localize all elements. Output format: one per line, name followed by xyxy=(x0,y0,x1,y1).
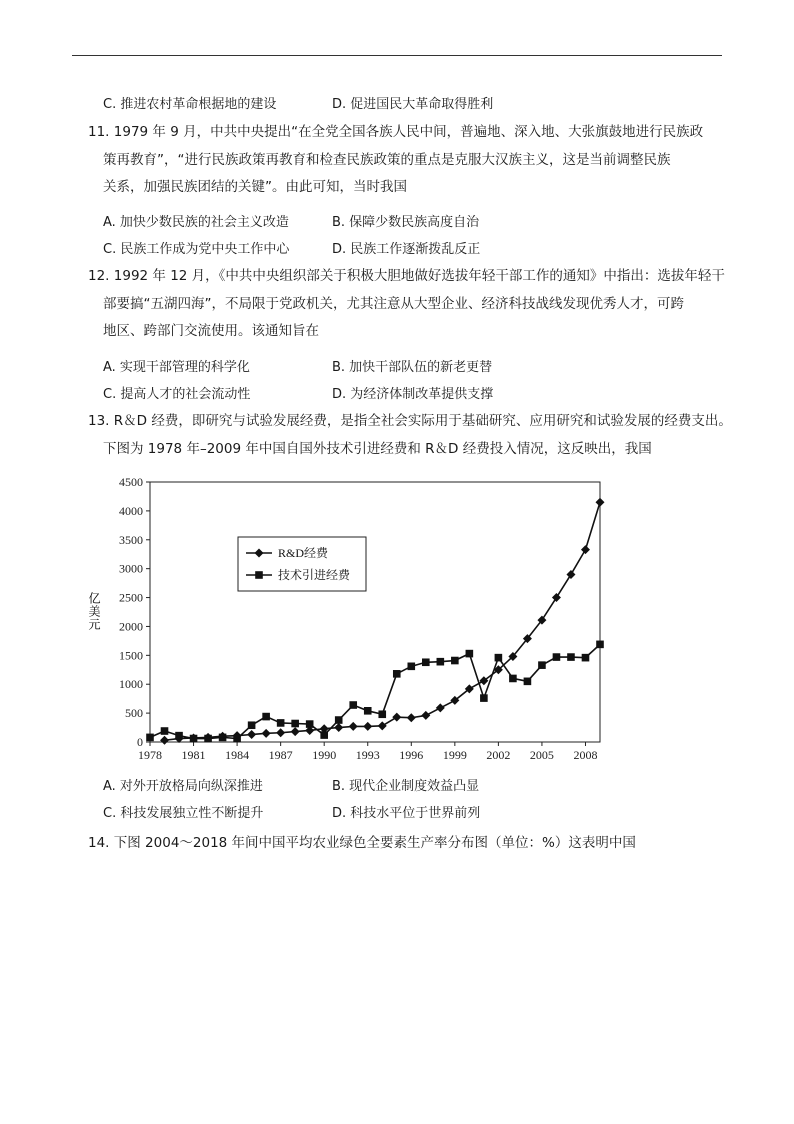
series-line xyxy=(165,502,600,740)
square-marker xyxy=(255,571,263,579)
x-tick-label: 1984 xyxy=(225,748,250,762)
x-tick-label: 1993 xyxy=(355,748,380,762)
diamond-marker xyxy=(421,711,430,720)
y-tick-label: 3500 xyxy=(119,532,143,547)
q11-option-c[interactable]: C. 民族工作成为党中央工作中心 xyxy=(103,242,290,257)
chart-legend xyxy=(238,537,366,591)
x-tick-label: 1987 xyxy=(268,748,293,762)
square-marker xyxy=(161,727,169,735)
y-tick-label: 1500 xyxy=(119,648,143,663)
square-marker xyxy=(596,641,604,649)
q13-option-a[interactable]: A. 对外开放格局向纵深推进 xyxy=(103,779,263,794)
square-marker xyxy=(466,650,474,658)
x-tick-label: 2002 xyxy=(486,748,511,762)
q12-option-a[interactable]: A. 实现干部管理的科学化 xyxy=(103,360,250,375)
x-tick-label: 2005 xyxy=(529,748,554,762)
square-marker xyxy=(553,653,561,661)
q12-stem-line-1: 12. 1992 年 12 月，《中共中央组织部关于积极大胆地做好选拔年轻干部工作的通知》中指出：选拔年轻干 xyxy=(88,268,725,284)
diamond-marker xyxy=(552,593,561,602)
x-tick-label: 1978 xyxy=(138,748,162,762)
square-marker xyxy=(451,657,459,665)
diamond-marker xyxy=(581,545,590,554)
series-tech-import xyxy=(146,641,604,743)
y-tick-label: 3000 xyxy=(119,561,143,576)
q12-stem-line-2: 部要搞“五湖四海”，不局限于党政机关，尤其注意从大型企业、经济科技战线发现优秀人才，可跨 xyxy=(103,296,684,312)
y-tick-label: 1000 xyxy=(119,677,143,692)
square-marker xyxy=(190,735,198,743)
square-marker xyxy=(509,675,517,683)
square-marker xyxy=(538,661,546,669)
square-marker xyxy=(349,701,357,709)
diamond-marker xyxy=(247,730,256,739)
diamond-marker xyxy=(407,713,416,722)
y-tick-label: 500 xyxy=(125,706,143,721)
plot-frame xyxy=(150,482,600,742)
square-marker xyxy=(204,735,212,743)
q12-option-b[interactable]: B. 加快干部队伍的新老更替 xyxy=(332,360,493,375)
chart-series xyxy=(146,498,604,745)
y-tick-label: 2000 xyxy=(119,619,143,634)
square-marker xyxy=(306,720,314,728)
q10-option-c[interactable]: C. 推进农村革命根据地的建设 xyxy=(103,97,277,112)
chart-tick-labels xyxy=(119,475,597,762)
series-line xyxy=(150,644,600,738)
square-marker xyxy=(335,716,343,724)
diamond-marker xyxy=(276,728,285,737)
chart-axes xyxy=(146,482,600,746)
q11-stem-line-3: 关系，加强民族团结的关键”。由此可知，当时我国 xyxy=(103,179,407,195)
q13-stem-line-1: 13. R＆D 经费，即研究与试验发展经费，是指全社会实际用于基础研究、应用研究和试验发展的经费支出。 xyxy=(88,413,732,429)
square-marker xyxy=(262,713,270,721)
diamond-marker xyxy=(349,722,358,731)
diamond-marker xyxy=(436,703,445,712)
x-tick-label: 1990 xyxy=(312,748,337,762)
x-tick-label: 1981 xyxy=(181,748,206,762)
square-marker xyxy=(320,731,328,739)
diamond-marker xyxy=(262,729,271,738)
q14-stem: 14. 下图 2004～2018 年间中国平均农业绿色全要素生产率分布图（单位：%）这表明中国 xyxy=(88,835,636,851)
q13-option-d[interactable]: D. 科技水平位于世界前列 xyxy=(332,806,481,821)
q13-option-c[interactable]: C. 科技发展独立性不断提升 xyxy=(103,806,264,821)
square-marker xyxy=(567,653,575,661)
square-marker xyxy=(219,734,227,742)
rd-tech-import-chart xyxy=(80,470,610,770)
q12-option-d[interactable]: D. 为经济体制改革提供支撑 xyxy=(332,387,494,402)
y-tick-label: 0 xyxy=(137,735,143,749)
square-marker xyxy=(582,654,590,662)
q13-stem-line-2: 下图为 1978 年–2009 年中国自国外技术引进经费和 R＆D 经费投入情况，这反映出，我国 xyxy=(103,441,652,457)
square-marker xyxy=(437,658,445,666)
square-marker xyxy=(277,719,285,727)
square-marker xyxy=(291,720,299,728)
legend-label: 技术引进经费 xyxy=(278,568,351,582)
square-marker xyxy=(233,735,241,743)
diamond-marker xyxy=(596,498,605,507)
diamond-marker xyxy=(160,736,169,745)
q10-option-d[interactable]: D. 促进国民大革命取得胜利 xyxy=(332,97,494,112)
q11-option-a[interactable]: A. 加快少数民族的社会主义改造 xyxy=(103,215,289,230)
x-tick-label: 1999 xyxy=(442,748,467,762)
q11-option-b[interactable]: B. 保障少数民族高度自治 xyxy=(332,215,480,230)
legend-label: R&D经费 xyxy=(278,546,329,560)
q11-option-d[interactable]: D. 民族工作逐渐拨乱反正 xyxy=(332,242,481,257)
square-marker xyxy=(407,663,415,671)
square-marker xyxy=(495,654,503,662)
square-marker xyxy=(248,721,256,729)
q13-option-b[interactable]: B. 现代企业制度效益凸显 xyxy=(332,779,480,794)
square-marker xyxy=(393,670,401,678)
y-axis-label: 亿美元 xyxy=(87,592,101,631)
q12-stem-line-3: 地区、跨部门交流使用。该通知旨在 xyxy=(103,323,319,339)
q11-stem-line-2: 策再教育”，“进行民族政策再教育和检查民族政策的重点是克服大汉族主义，这是当前调整民族 xyxy=(103,152,671,168)
x-tick-label: 2008 xyxy=(573,748,598,762)
series-rd xyxy=(160,498,604,745)
y-tick-label: 4500 xyxy=(119,475,143,489)
diamond-marker xyxy=(291,727,300,736)
q11-stem-line-1: 11. 1979 年 9 月，中共中央提出“在全党全国各族人民中间，普遍地、深入地、大张旗鼓地进行民族政 xyxy=(88,124,704,140)
square-marker xyxy=(480,694,488,702)
diamond-marker xyxy=(378,721,387,730)
square-marker xyxy=(175,732,183,740)
square-marker xyxy=(364,707,372,715)
diamond-marker xyxy=(566,570,575,579)
x-tick-label: 1996 xyxy=(399,748,424,762)
square-marker xyxy=(524,678,532,686)
square-marker xyxy=(422,658,430,666)
y-tick-label: 2500 xyxy=(119,590,143,605)
y-tick-label: 4000 xyxy=(119,503,143,518)
diamond-marker xyxy=(363,722,372,731)
diamond-marker xyxy=(392,713,401,722)
square-marker xyxy=(378,710,386,718)
square-marker xyxy=(146,734,154,742)
q12-option-c[interactable]: C. 提高人才的社会流动性 xyxy=(103,387,251,402)
header-rule xyxy=(72,55,722,56)
